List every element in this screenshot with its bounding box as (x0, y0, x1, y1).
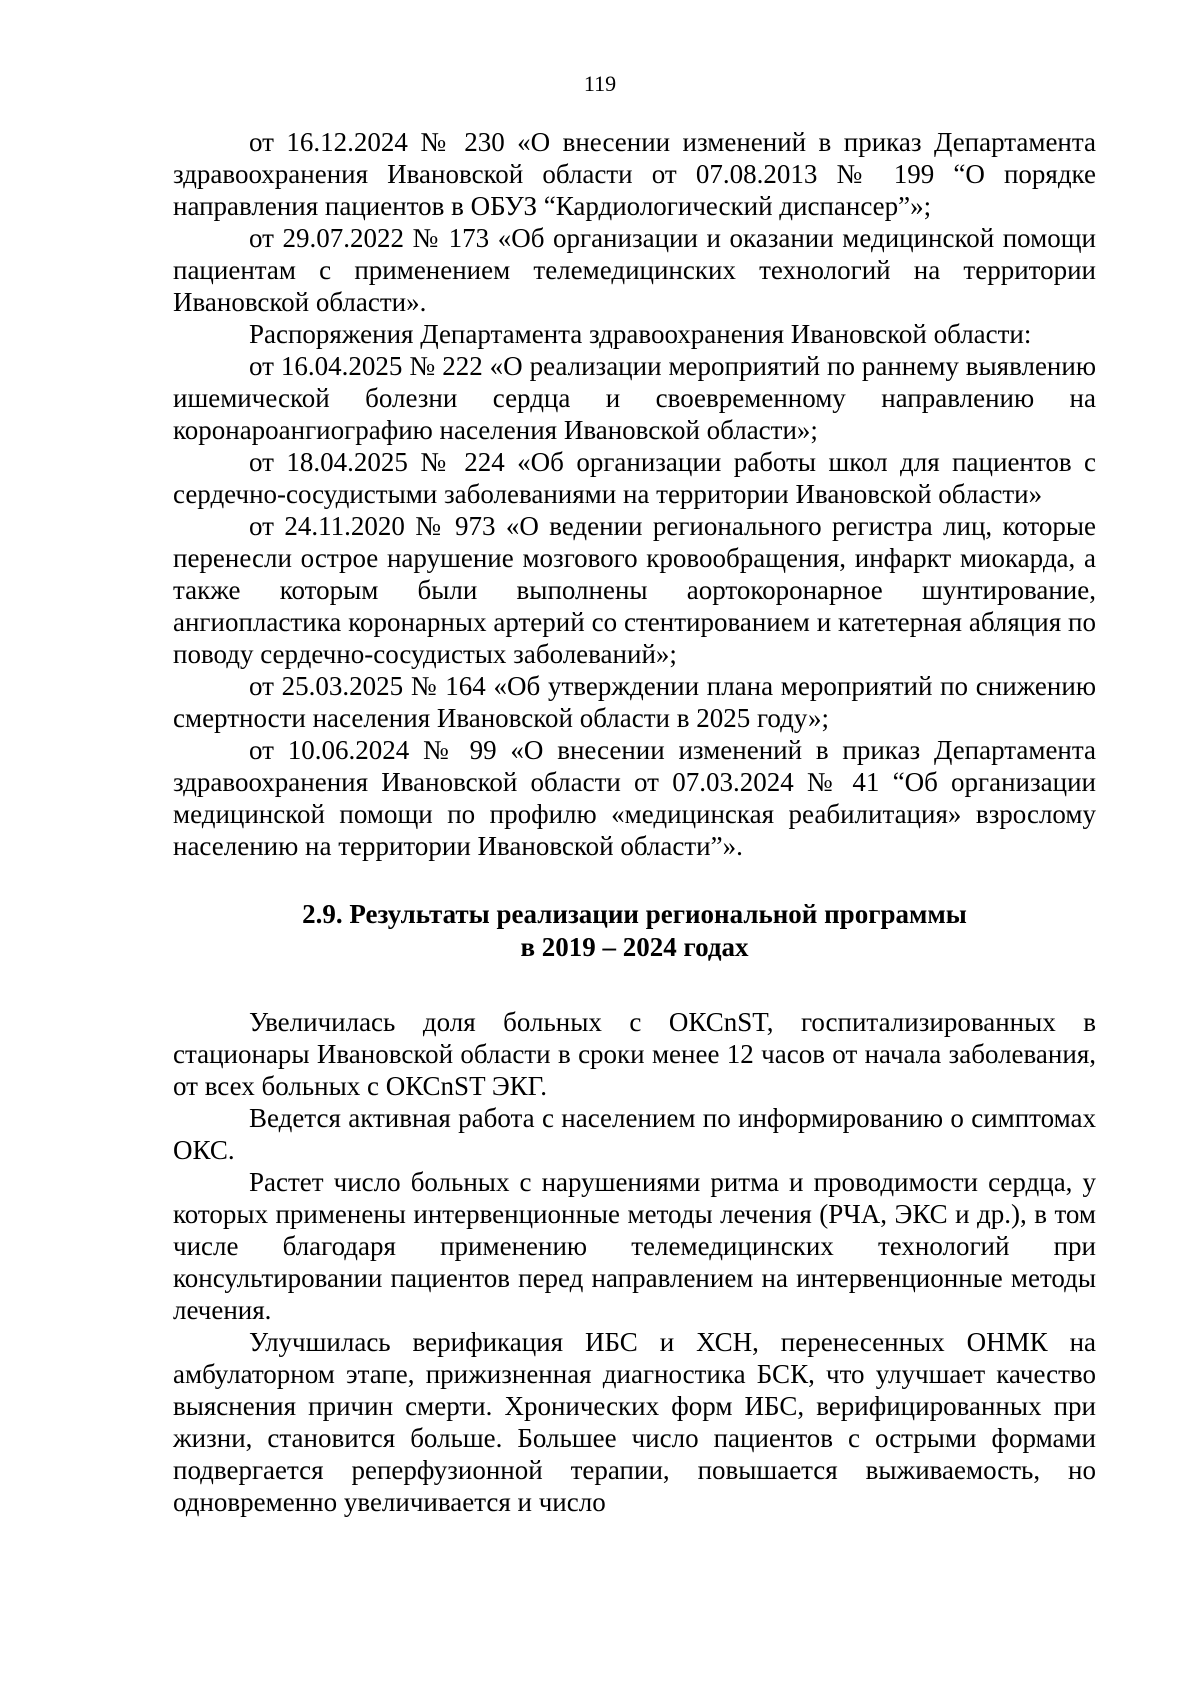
paragraph: Увеличилась доля больных с ОКСnST, госпитализированных в стационары Ивановской области в сроки менее 12 часов от начала заболевания, от всех больных с ОКСnST ЭКГ. (173, 1007, 1096, 1101)
section-heading-line: в 2019 – 2024 годах (520, 932, 749, 962)
paragraph: Ведется активная работа с населением по информированию о симптомах ОКС. (173, 1103, 1096, 1165)
paragraph: Улучшилась верификация ИБС и ХСН, перенесенных ОНМК на амбулаторном этапе, прижизненная диагностика БСК, что улучшает качество выяснения причин смерти. Хронических форм ИБС, верифицированных при жизни, становится больше. Большее число пациентов с острыми формами подвергается реперфузионной терапии, повышается выживаемость, но одновременно увеличивается и число (173, 1327, 1096, 1517)
paragraph: от 18.04.2025 № 224 «Об организации работы школ для пациентов с сердечно-сосудистыми заболеваниями на территории Ивановской области» (173, 447, 1096, 509)
paragraph: от 16.12.2024 № 230 «О внесении изменений в приказ Департамента здравоохранения Ивановской области от 07.08.2013 № 199 “О порядке направления пациентов в ОБУЗ “Кардиологический диспансер”»; (173, 127, 1096, 221)
section-heading-line: 2.9. Результаты реализации региональной программы (302, 899, 967, 929)
paragraph: Распоряжения Департамента здравоохранения Ивановской области: (249, 319, 1032, 349)
paragraph: от 25.03.2025 № 164 «Об утверждении плана мероприятий по снижению смертности населения Ивановской области в 2025 году»; (173, 671, 1096, 733)
paragraph: от 29.07.2022 № 173 «Об организации и оказании медицинской помощи пациентам с применением телемедицинских технологий на территории Ивановской области». (173, 223, 1096, 317)
document-body (173, 126, 1096, 1518)
page-number: 119 (583, 71, 617, 96)
paragraph: от 16.04.2025 № 222 «О реализации мероприятий по раннему выявлению ишемической болезни сердца и своевременному направлению на коронароангиографию населения Ивановской области»; (173, 351, 1096, 445)
paragraph: от 24.11.2020 № 973 «О ведении регионального регистра лиц, которые перенесли острое нарушение мозгового кровообращения, инфаркт миокарда, а также которым были выполнены аортокоронарное шунтирование, ангиопластика коронарных артерий со стентированием и катетерная абляция по поводу сердечно-сосудистых заболеваний»; (173, 511, 1096, 669)
section-heading (173, 898, 1096, 964)
paragraph: Растет число больных с нарушениями ритма и проводимости сердца, у которых применены интервенционные методы лечения (РЧА, ЭКС и др.), в том числе благодаря применению телемедицинских технологий при консультировании пациентов перед направлением на интервенционные методы лечения. (173, 1167, 1096, 1325)
paragraph: от 10.06.2024 № 99 «О внесении изменений в приказ Департамента здравоохранения Ивановской области от 07.03.2024 № 41 “Об организации медицинской помощи по профилю «медицинская реабилитация» взрослому населению на территории Ивановской области”». (173, 735, 1096, 861)
